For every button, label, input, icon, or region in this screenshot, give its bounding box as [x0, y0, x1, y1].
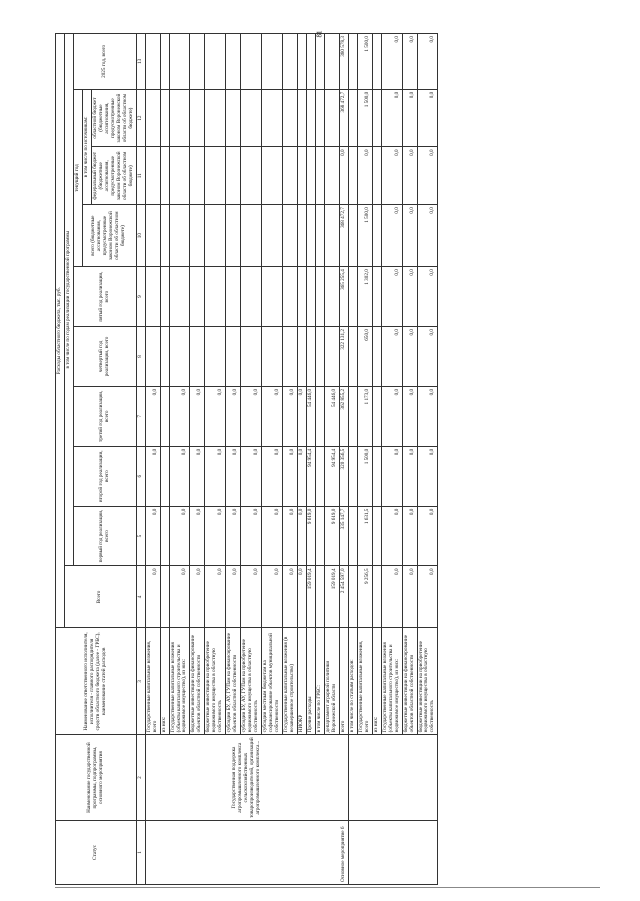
- value-cell: 0,0: [297, 446, 306, 506]
- value-cell: [145, 147, 160, 205]
- value-cell: 322 131,2: [339, 327, 348, 387]
- value-cell: 368 472,7: [339, 205, 348, 267]
- expense-label: Государственные капитальные вложения, всего: [357, 628, 372, 735]
- value-cell: 0,0: [417, 566, 438, 628]
- value-cell: [226, 327, 241, 387]
- value-cell: 1 500,0: [357, 205, 372, 267]
- expense-label: Прочие расходы: [306, 628, 315, 735]
- value-cell: [169, 89, 190, 147]
- value-cell: 0,0: [417, 89, 438, 147]
- header-status: Статус: [56, 820, 137, 884]
- value-cell: [315, 89, 324, 147]
- value-cell: 0,0: [381, 566, 402, 628]
- value-cell: 0,0: [402, 147, 417, 205]
- value-cell: 0,0: [169, 446, 190, 506]
- value-cell: [190, 327, 205, 387]
- value-cell: 1 500,0: [357, 34, 372, 90]
- value-cell: [306, 147, 315, 205]
- column-number: 13: [136, 34, 145, 90]
- value-cell: 0,0: [241, 566, 262, 628]
- column-number: 4: [136, 566, 145, 628]
- value-cell: [324, 267, 339, 327]
- value-cell: [205, 267, 226, 327]
- value-cell: 0,0: [205, 446, 226, 506]
- value-cell: [324, 89, 339, 147]
- value-cell: [348, 267, 357, 327]
- value-cell: 0,0: [283, 566, 298, 628]
- value-cell: 54 446,0: [324, 386, 339, 446]
- value-cell: [372, 267, 381, 327]
- value-cell: 0,0: [226, 386, 241, 446]
- expense-label: из них:: [160, 628, 169, 735]
- value-cell: [262, 34, 283, 90]
- value-cell: 0,0: [381, 205, 402, 267]
- expense-label: субсидии БУ, АУ, ГУПам на приобретение недвижимого имущества в областную собственность: [241, 628, 262, 735]
- expense-label: НИОКР: [297, 628, 306, 735]
- value-cell: 0,0: [262, 566, 283, 628]
- value-cell: [306, 327, 315, 387]
- value-cell: [190, 89, 205, 147]
- value-cell: [283, 34, 298, 90]
- value-cell: 0,0: [226, 506, 241, 566]
- value-cell: [241, 89, 262, 147]
- value-cell: 94 954,4: [324, 446, 339, 506]
- value-cell: 0,0: [417, 205, 438, 267]
- value-cell: [372, 34, 381, 90]
- value-cell: 0,0: [205, 566, 226, 628]
- value-cell: 94 954,4: [306, 446, 315, 506]
- value-cell: [283, 147, 298, 205]
- value-cell: 1 302,0: [357, 267, 372, 327]
- page-number: 81: [315, 30, 324, 38]
- value-cell: 0,0: [283, 446, 298, 506]
- value-cell: [205, 147, 226, 205]
- value-cell: [315, 566, 324, 628]
- value-cell: [226, 89, 241, 147]
- expense-label: бюджетные инвестиции на финансирование объектов областной собственности: [190, 628, 205, 735]
- expense-label: бюджетные инвестиции на приобретение недвижимого имущества в областную собственность: [417, 628, 438, 735]
- value-cell: [241, 205, 262, 267]
- value-cell: 0,0: [205, 506, 226, 566]
- value-cell: [297, 34, 306, 90]
- header-in-sources: в том числе по источникам:: [82, 89, 91, 204]
- value-cell: [169, 205, 190, 267]
- value-cell: 0,0: [283, 506, 298, 566]
- column-number: 7: [136, 386, 145, 446]
- value-cell: [348, 506, 357, 566]
- block-2-body: [348, 34, 438, 885]
- value-cell: 0,0: [262, 386, 283, 446]
- value-cell: [205, 327, 226, 387]
- value-cell: 362 855,2: [339, 386, 348, 446]
- value-cell: 0,0: [297, 386, 306, 446]
- value-cell: [160, 566, 169, 628]
- value-cell: 0,0: [241, 446, 262, 506]
- value-cell: 0,0: [145, 506, 160, 566]
- table-row: [145, 34, 160, 885]
- value-cell: 0,0: [169, 386, 190, 446]
- expense-label: субсидии местным бюджетам на софинансирование объектов муниципальной собственности: [262, 628, 283, 735]
- value-cell: [226, 147, 241, 205]
- value-cell: 0,0: [381, 267, 402, 327]
- value-cell: 0,0: [145, 566, 160, 628]
- value-cell: [145, 89, 160, 147]
- value-cell: 0,0: [402, 34, 417, 90]
- value-cell: 0,0: [297, 506, 306, 566]
- value-cell: 1 500,0: [357, 446, 372, 506]
- value-cell: [160, 327, 169, 387]
- value-cell: [283, 327, 298, 387]
- value-cell: [372, 446, 381, 506]
- value-cell: [306, 267, 315, 327]
- column-number: 1: [136, 820, 145, 884]
- value-cell: 320 356,5: [339, 446, 348, 506]
- value-cell: [160, 267, 169, 327]
- value-cell: 0,0: [381, 34, 402, 90]
- value-cell: [190, 147, 205, 205]
- header-in-years: в том числе по годам реализации государственной программы: [64, 34, 73, 566]
- value-cell: [205, 205, 226, 267]
- value-cell: [306, 34, 315, 90]
- value-cell: 0,0: [381, 446, 402, 506]
- header-q1: первый год реализации, всего: [73, 506, 136, 566]
- column-number: 3: [136, 628, 145, 735]
- expense-label: Государственные капитальные вложения (объекты капитального строительства и недвижимое имущество), из них:: [169, 628, 190, 735]
- value-cell: 0,0: [381, 327, 402, 387]
- value-cell: 0,0: [145, 446, 160, 506]
- value-cell: [169, 267, 190, 327]
- value-cell: [262, 147, 283, 205]
- value-cell: [283, 205, 298, 267]
- value-cell: 0,0: [417, 34, 438, 90]
- value-cell: [160, 506, 169, 566]
- value-cell: 9 619,0: [306, 506, 315, 566]
- column-number: 2: [136, 735, 145, 821]
- value-cell: [226, 267, 241, 327]
- value-cell: [348, 89, 357, 147]
- value-cell: [372, 89, 381, 147]
- value-cell: 0,0: [169, 506, 190, 566]
- value-cell: [262, 205, 283, 267]
- value-cell: 0,0: [402, 566, 417, 628]
- value-cell: [297, 89, 306, 147]
- value-cell: 0,0: [381, 506, 402, 566]
- value-cell: [348, 34, 357, 90]
- value-cell: [160, 147, 169, 205]
- value-cell: [262, 89, 283, 147]
- header-executor: Наименование ответственного исполнителя, исполнителя - главного распорядителя средств областного бюджета (далее - ГРБС), наименование статей расходов: [56, 628, 137, 735]
- value-cell: 650,0: [357, 327, 372, 387]
- value-cell: [315, 327, 324, 387]
- value-cell: [315, 506, 324, 566]
- value-cell: [169, 34, 190, 90]
- value-cell: 54 446,0: [306, 386, 315, 446]
- value-cell: [372, 386, 381, 446]
- value-cell: [315, 205, 324, 267]
- value-cell: [297, 327, 306, 387]
- value-cell: [372, 506, 381, 566]
- value-cell: [190, 34, 205, 90]
- program-name-cell: Государственная поддержка агропромышленного комплекса сельскохозяйственных товаропроизводителей, организаций агропромышленного комплекса...: [145, 735, 348, 821]
- header-total: Всего: [64, 566, 136, 628]
- value-cell: [324, 205, 339, 267]
- header-current-year: текущий год: [73, 89, 82, 266]
- value-cell: [348, 205, 357, 267]
- value-cell: [169, 327, 190, 387]
- value-cell: [160, 386, 169, 446]
- value-cell: 0,0: [417, 446, 438, 506]
- value-cell: 0,0: [402, 327, 417, 387]
- value-cell: 0,0: [241, 506, 262, 566]
- table-row: [348, 34, 357, 885]
- value-cell: 365 255,4: [339, 267, 348, 327]
- expense-label: в том числе по ГРБС:: [315, 628, 324, 735]
- header-current-total: всего (бюджетные ассигнования, предусмотренные законом Воронежской области об областном бюджете): [82, 205, 136, 267]
- value-cell: [348, 446, 357, 506]
- value-cell: 0,0: [381, 147, 402, 205]
- value-cell: [315, 386, 324, 446]
- status-cell: [348, 820, 438, 884]
- value-cell: [190, 267, 205, 327]
- value-cell: [372, 205, 381, 267]
- header-federal: федеральный бюджет (бюджетные ассигнования, предусмотренные законом Воронежской области об областном бюджете): [91, 147, 136, 205]
- value-cell: [160, 89, 169, 147]
- value-cell: 0,0: [381, 89, 402, 147]
- value-cell: [145, 267, 160, 327]
- value-cell: [160, 446, 169, 506]
- value-cell: 0,0: [417, 147, 438, 205]
- value-cell: [205, 89, 226, 147]
- expense-label: бюджетные инвестиции на приобретение недвижимого имущества в областную собственность: [205, 628, 226, 735]
- value-cell: [306, 89, 315, 147]
- column-number: 10: [136, 205, 145, 267]
- value-cell: [297, 267, 306, 327]
- value-cell: [283, 267, 298, 327]
- value-cell: 0,0: [145, 386, 160, 446]
- value-cell: 0,0: [262, 446, 283, 506]
- value-cell: 0,0: [241, 386, 262, 446]
- value-cell: 368 472,7: [339, 89, 348, 147]
- value-cell: [315, 147, 324, 205]
- header-q3: третий год реализации, всего: [73, 386, 136, 446]
- value-cell: [297, 205, 306, 267]
- value-cell: [262, 267, 283, 327]
- value-cell: [205, 34, 226, 90]
- value-cell: 0,0: [169, 566, 190, 628]
- value-cell: 0,0: [402, 386, 417, 446]
- column-number: 12: [136, 89, 145, 147]
- value-cell: [348, 147, 357, 205]
- column-number: 8: [136, 327, 145, 387]
- value-cell: [241, 147, 262, 205]
- value-cell: [348, 327, 357, 387]
- value-cell: [315, 446, 324, 506]
- value-cell: 0,0: [262, 506, 283, 566]
- value-cell: 0,0: [190, 506, 205, 566]
- block-1-body: [145, 34, 348, 885]
- column-number: 5: [136, 506, 145, 566]
- value-cell: [241, 327, 262, 387]
- value-cell: 1 500,0: [357, 89, 372, 147]
- header-regional: областной бюджет (бюджетные ассигнования, предусмотренные законом Воронежской области об областном бюджете): [91, 89, 136, 147]
- value-cell: 0,0: [402, 205, 417, 267]
- header-year-2025: 2025 год, всего: [73, 34, 136, 90]
- expense-label: Государственные капитальные вложения (объекты капитального строительства и недвижимое имущество), из них:: [381, 628, 402, 735]
- value-cell: 0,0: [381, 386, 402, 446]
- value-cell: 0,0: [190, 446, 205, 506]
- value-cell: [226, 205, 241, 267]
- value-cell: [145, 327, 160, 387]
- value-cell: 0,0: [417, 386, 438, 446]
- value-cell: [324, 147, 339, 205]
- value-cell: 0,0: [417, 327, 438, 387]
- expense-label: Государственные капитальные вложения, всего: [145, 628, 160, 735]
- value-cell: 0,0: [226, 446, 241, 506]
- value-cell: 0,0: [190, 566, 205, 628]
- value-cell: 0,0: [190, 386, 205, 446]
- value-cell: 0,0: [402, 506, 417, 566]
- value-cell: 0,0: [297, 566, 306, 628]
- header-program-name: Наименование государственной программы, подпрограммы, основного мероприятия: [56, 735, 137, 821]
- value-cell: [160, 205, 169, 267]
- value-cell: [324, 327, 339, 387]
- expense-label: всего: [339, 628, 348, 735]
- value-cell: [297, 147, 306, 205]
- value-cell: [372, 566, 381, 628]
- value-cell: [169, 147, 190, 205]
- header-q5: пятый год реализации, всего: [73, 267, 136, 327]
- value-cell: 0,0: [402, 267, 417, 327]
- value-cell: 0,0: [402, 89, 417, 147]
- value-cell: [145, 34, 160, 90]
- value-cell: 159 019,4: [324, 566, 339, 628]
- value-cell: [315, 34, 324, 90]
- value-cell: [306, 205, 315, 267]
- value-cell: 9 619,0: [324, 506, 339, 566]
- value-cell: 0,0: [226, 566, 241, 628]
- value-cell: 1 631,5: [357, 506, 372, 566]
- value-cell: 335 147,7: [339, 506, 348, 566]
- column-number: 6: [136, 446, 145, 506]
- program-name-cell: [348, 735, 438, 821]
- value-cell: 0,0: [357, 147, 372, 205]
- header-q4: четвертый год реализации, всего: [73, 327, 136, 387]
- value-cell: 0,0: [417, 267, 438, 327]
- expense-label: департамент аграрной политики Воронежской области: [324, 628, 339, 735]
- budget-table: [55, 30, 438, 885]
- expense-label: Государственные капитальные вложения (в незавершенное строительство): [283, 628, 298, 735]
- value-cell: 0,0: [205, 386, 226, 446]
- column-number: 11: [136, 147, 145, 205]
- expense-label: в том числе по статьям расходов:: [348, 628, 357, 735]
- value-cell: [190, 205, 205, 267]
- status-cell: Основное мероприятие 6: [145, 820, 348, 884]
- value-cell: 1 173,0: [357, 386, 372, 446]
- expense-label: субсидии БУ, АУ, ГУПам на финансирование объектов областной собственности: [226, 628, 241, 735]
- value-cell: [372, 327, 381, 387]
- value-cell: [145, 205, 160, 267]
- budget-table-rotated: [55, 30, 600, 885]
- value-cell: 0,0: [339, 147, 348, 205]
- value-cell: [160, 34, 169, 90]
- value-cell: 0,0: [283, 386, 298, 446]
- value-cell: [372, 147, 381, 205]
- value-cell: [315, 267, 324, 327]
- value-cell: 159 019,4: [306, 566, 315, 628]
- value-cell: 9 256,5: [357, 566, 372, 628]
- header-expenses-title: Расходы областного бюджета, тыс. руб.: [56, 34, 65, 628]
- expense-label: из них:: [372, 628, 381, 735]
- bottom-divider: [55, 887, 600, 888]
- value-cell: 380 578,3: [339, 34, 348, 90]
- value-cell: [226, 34, 241, 90]
- column-numbers-row: [136, 34, 145, 885]
- value-cell: [241, 267, 262, 327]
- expense-label: бюджетные инвестиции на финансирование объектов областной собственности: [402, 628, 417, 735]
- column-number: 9: [136, 267, 145, 327]
- value-cell: 2 454 597,0: [339, 566, 348, 628]
- value-cell: [241, 34, 262, 90]
- value-cell: [283, 89, 298, 147]
- value-cell: [262, 327, 283, 387]
- value-cell: 0,0: [417, 506, 438, 566]
- header-q2: второй год реализации, всего: [73, 446, 136, 506]
- value-cell: 0,0: [402, 446, 417, 506]
- value-cell: [324, 34, 339, 90]
- value-cell: [348, 386, 357, 446]
- value-cell: [348, 566, 357, 628]
